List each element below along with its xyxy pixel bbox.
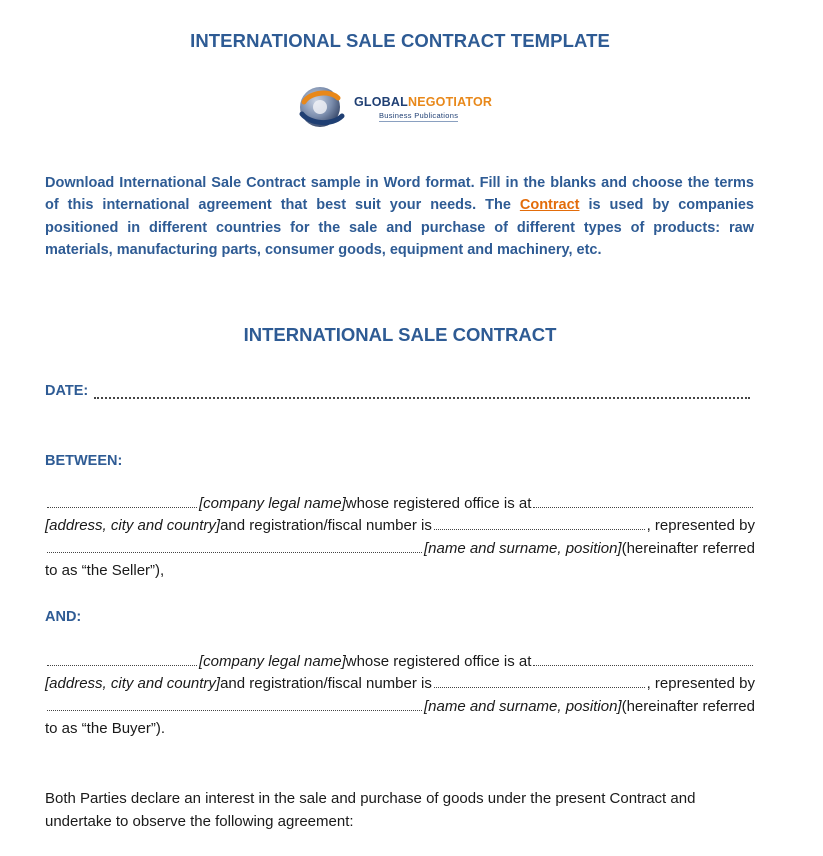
seller-line-2 (45, 515, 755, 537)
buyer-company-blank (47, 651, 197, 666)
buyer-address-placeholder: [address, city and country] (45, 675, 221, 693)
seller-company-blank (47, 493, 197, 508)
intro-text-end: is used by companies positioned in different countries for the sale and purchase of different types of products: raw materials, manufacturing parts, consumer goods, equipment and machinery, etc. (45, 197, 754, 258)
seller-office-blank (533, 493, 753, 508)
logo-word-global: GLOBAL (354, 95, 408, 109)
buyer-represented-text: , represented by (646, 675, 755, 693)
intro-paragraph (45, 172, 754, 261)
buyer-line-2 (45, 673, 755, 695)
buyer-registration-blank (434, 673, 645, 688)
seller-registration-blank (434, 515, 645, 530)
globe-logo-icon (296, 80, 350, 134)
contract-link[interactable]: Contract (519, 197, 580, 214)
buyer-line-4 (45, 718, 755, 740)
document-title: INTERNATIONAL SALE CONTRACT TEMPLATE (190, 30, 610, 51)
and-label: AND: (45, 609, 82, 625)
between-label: BETWEEN: (45, 453, 123, 469)
seller-name-blank (47, 538, 422, 553)
contract-title: INTERNATIONAL SALE CONTRACT (243, 324, 557, 345)
seller-party-text: to as “the Seller”), (45, 561, 165, 579)
buyer-party-text: to as “the Buyer”). (45, 719, 166, 737)
closing-paragraph: Both Parties declare an interest in the sale and purchase of goods under the present Contract and undertake to observe the following agreement: (45, 790, 696, 830)
buyer-office-blank (533, 651, 753, 666)
logo-word-negotiator: NEGOTIATOR (407, 95, 493, 109)
global-negotiator-logo (296, 80, 516, 134)
seller-represented-text: , represented by (646, 517, 755, 535)
seller-referred-text: (hereinafter referred (621, 539, 755, 557)
buyer-name-blank (47, 696, 422, 711)
date-label: DATE: (45, 383, 89, 399)
seller-line-4 (45, 560, 755, 582)
seller-address-placeholder: [address, city and country] (45, 517, 221, 535)
seller-paragraph (45, 493, 755, 582)
buyer-referred-text: (hereinafter referred (621, 697, 755, 715)
buyer-office-text: whose registered office is at (345, 653, 532, 670)
buyer-paragraph (45, 651, 755, 740)
seller-name-placeholder: [name and surname, position] (423, 539, 622, 557)
seller-line-1 (45, 493, 755, 515)
seller-registration-text: and registration/fiscal number is (220, 517, 432, 535)
seller-office-text: whose registered office is at (345, 495, 532, 512)
buyer-registration-text: and registration/fiscal number is (220, 675, 432, 693)
logo-tagline: Business Publications (379, 111, 459, 120)
buyer-name-placeholder: [name and surname, position] (423, 697, 622, 715)
seller-company-placeholder: [company legal name] (199, 495, 346, 512)
date-blank (94, 381, 750, 399)
intro-text-start: Download International Sale Contract sample in Word format. Fill in the blanks and choose the terms of this international agreement that best suit your needs. The (45, 175, 754, 214)
seller-line-3 (45, 538, 755, 560)
logo-wordmark (354, 95, 492, 109)
buyer-company-placeholder: [company legal name] (199, 653, 346, 670)
buyer-line-1 (45, 651, 755, 673)
buyer-line-3 (45, 696, 755, 718)
